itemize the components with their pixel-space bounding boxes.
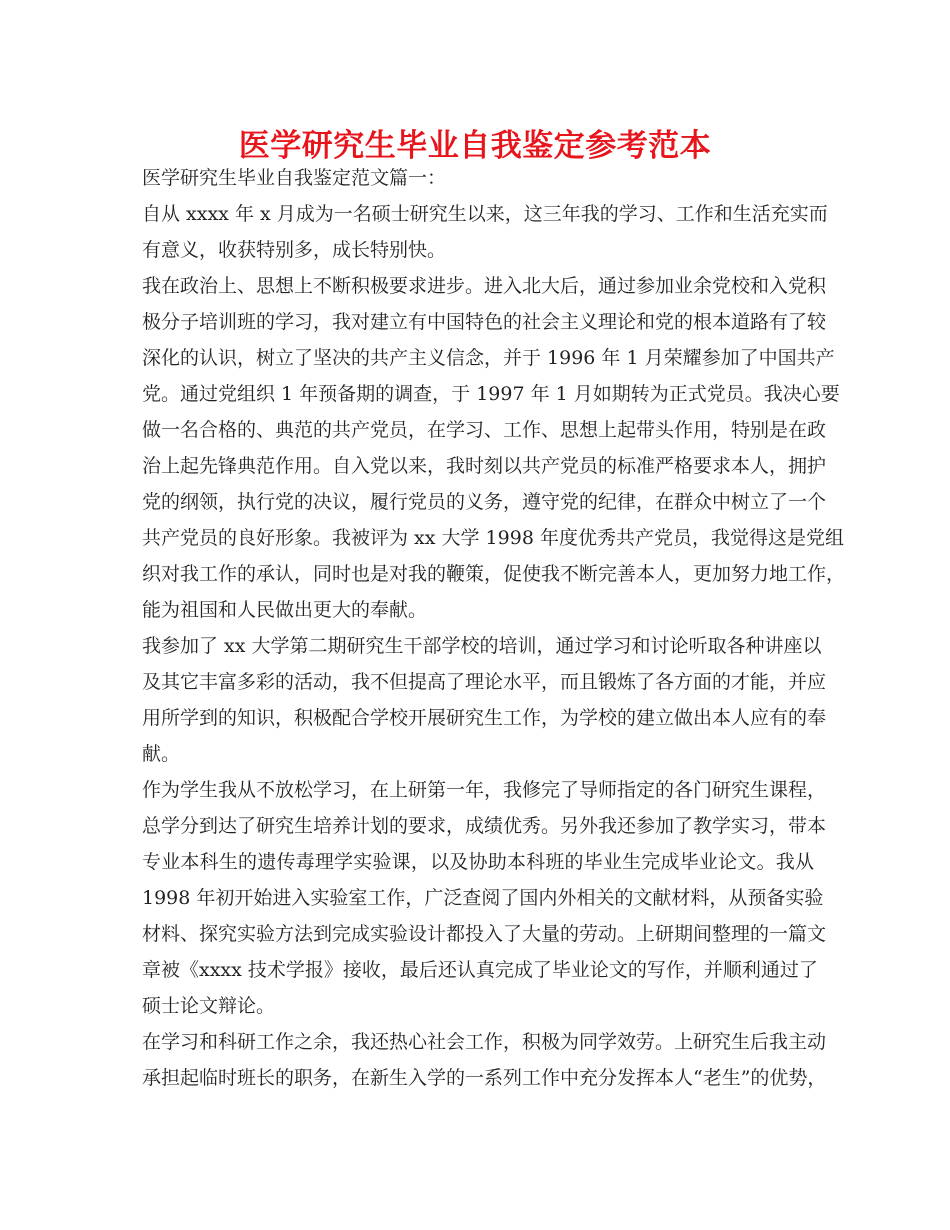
- body-line: 作为学生我从不放松学习，在上研第一年，我修完了导师指定的各门研究生课程，: [142, 779, 827, 801]
- body-line: 1998 年初开始进入实验室工作，广泛查阅了国内外相关的文献材料，从预备实验: [142, 887, 824, 909]
- body-line: 硕士论文辩论。: [142, 995, 276, 1017]
- body-line: 献。: [142, 743, 181, 765]
- body-line: 共产党员的良好形象。我被评为 xx 大学 1998 年度优秀共产党员，我觉得这是党组: [142, 527, 844, 549]
- body-line: 专业本科生的遗传毒理学实验课，以及协助本科班的毕业生完成毕业论文。我从: [142, 851, 814, 873]
- body-line: 材料、探究实验方法到完成实验设计都投入了大量的劳动。上研期间整理的一篇文: [142, 923, 827, 945]
- body-line: 医学研究生毕业自我鉴定范文篇一：: [142, 167, 447, 189]
- body-line: 织对我工作的承认，同时也是对我的鞭策，促使我不断完善本人，更加努力地工作，: [142, 563, 846, 585]
- body-line: 用所学到的知识，积极配合学校开展研究生工作，为学校的建立做出本人应有的奉: [142, 707, 827, 729]
- body-line: 自从 xxxx 年 x 月成为一名硕士研究生以来，这三年我的学习、工作和生活充实而: [142, 203, 828, 225]
- body-line: 我参加了 xx 大学第二期研究生干部学校的培训，通过学习和讨论听取各种讲座以: [142, 635, 822, 657]
- body-line: 治上起先锋典范作用。自入党以来，我时刻以共产党员的标准严格要求本人，拥护: [142, 455, 827, 477]
- body-line: 能为祖国和人民做出更大的奉献。: [142, 599, 428, 621]
- body-line: 在学习和科研工作之余，我还热心社会工作，积极为同学效劳。上研究生后我主动: [142, 1031, 827, 1053]
- document-title: 医学研究生毕业自我鉴定参考范本: [238, 128, 712, 164]
- body-line: 有意义，收获特别多，成长特别快。: [142, 239, 447, 261]
- body-line: 承担起临时班长的职务，在新生入学的一系列工作中充分发挥本人“老生”的优势，: [142, 1067, 827, 1089]
- body-line: 做一名合格的、典范的共产党员，在学习、工作、思想上起带头作用，特别是在政: [142, 419, 827, 441]
- body-line: 总学分到达了研究生培养计划的要求，成绩优秀。另外我还参加了教学实习，带本: [142, 815, 827, 837]
- document-body: [142, 160, 846, 1096]
- body-line: 极分子培训班的学习，我对建立有中国特色的社会主义理论和党的根本道路有了较: [142, 311, 827, 333]
- body-line: 党。通过党组织 1 年预备期的调查，于 1997 年 1 月如期转为正式党员。我决心要: [142, 383, 840, 405]
- body-line: 深化的认识，树立了坚决的共产主义信念，并于 1996 年 1 月荣耀参加了中国共产: [142, 347, 835, 369]
- body-line: 我在政治上、思想上不断积极要求进步。进入北大后，通过参加业余党校和入党积: [142, 275, 827, 297]
- body-line: 及其它丰富多彩的活动，我不但提高了理论水平，而且锻炼了各方面的才能，并应: [142, 671, 827, 693]
- body-line: 党的纲领，执行党的决议，履行党员的义务，遵守党的纪律，在群众中树立了一个: [142, 491, 827, 513]
- body-line: 章被《xxxx 技术学报》接收，最后还认真完成了毕业论文的写作，并顺利通过了: [142, 959, 818, 981]
